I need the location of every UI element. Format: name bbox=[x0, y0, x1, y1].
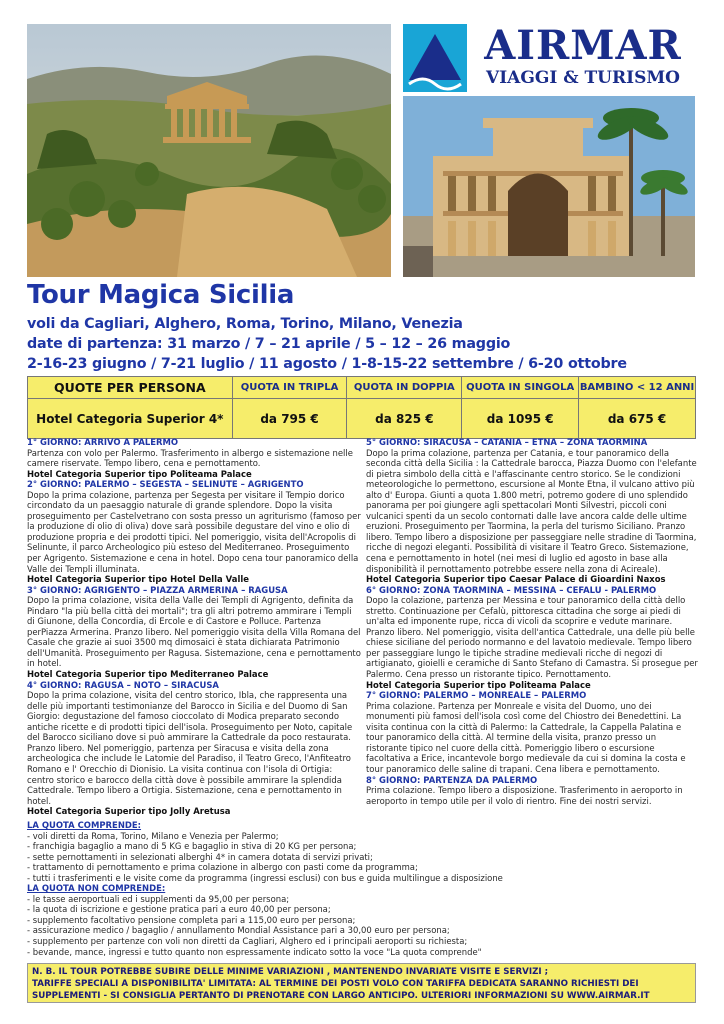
excludes-item: - le tasse aeroportuali ed i supplementi da 95,00 per persona; bbox=[27, 893, 290, 904]
day-description: Prima colazione. Tempo libero a disposizione. Trasferimento in aeroporto in aeroporto in tempo utile per il volo di rientro. Fine dei nostri servizi. bbox=[366, 785, 683, 806]
day-heading: 5° GIORNO: SIRACUSA – CATANIA – ETNA – ZONA TAORMINA bbox=[366, 437, 648, 447]
quote-header-cell: QUOTA IN TRIPLA bbox=[232, 377, 347, 399]
quote-header-cell: QUOTA IN SINGOLA bbox=[462, 377, 579, 399]
excludes-heading: LA QUOTA NON COMPRENDE: bbox=[27, 883, 166, 894]
itinerary-right-column bbox=[366, 437, 698, 806]
day-description: Partenza con volo per Palermo. Trasferimento in albergo e sistemazione nelle camere riservate. Tempo libero, cena e pernottamento. bbox=[27, 447, 353, 469]
logo-subtitle: VIAGGI & TURISMO bbox=[486, 68, 680, 88]
hotel-note: Hotel Categoria Superior tipo Politeama Palace bbox=[366, 679, 591, 690]
day-description: Dopo la prima colazione, partenza per Segesta per visitare il Tempio dorico circondato da un paesaggio naturale di grande splendore. Dopo la visita proseguimento per Castelvetrano con sosta presso un agriturismo (famoso per la produzione di olio di oliva) dove sarà possibile degustare del vino e olio di produzione propria e dei prodotti tipici. Nel pomeriggio, visita dell'Acropolis di Selinunte, il parco Archeologico più esteso del Mediterraneo. Proseguimento per Agrigento. Sistemazione e cena in hotel. Dopo cena tour panoramico della Valle dei Templi illuminata. bbox=[27, 489, 361, 574]
hotel-note: Hotel Categoria Superior tipo Jolly Aretusa bbox=[27, 806, 231, 817]
photo-valley-of-temples bbox=[27, 24, 391, 277]
quote-table bbox=[27, 376, 696, 439]
day-description: Dopo la colazione, partenza per Messina e tour panoramico della città dello stretto. Continuazione per Cefalù, pittoresca cittadina che sorge ai piedi di un'alta ed imponente rupe, ricca di vicoli da scoprire e vedute marinare. Pranzo libero. Nel pomeriggio, visita dell'antica Cattedrale, una delle più belle chiese siciliane del periodo normanno e del lavatoio medievale. Tempo libero per passeggiare lungo le tipiche stradine medievali ricche di negozi di artigianato, gioielli e ceramiche di Santo Stefano di Camastra. Si prosegue per Palermo. Cena presso un ristorante tipico. Pernottamento. bbox=[366, 595, 698, 680]
day-heading: 3° GIORNO: AGRIGENTO – PIAZZA ARMERINA – RAGUSA bbox=[27, 584, 288, 595]
hotel-note: Hotel Categoria Superior tipo Mediterraneo Palace bbox=[27, 669, 269, 680]
nb-line: SUPPLEMENTI - SI CONSIGLIA PERTANTO DI PRENOTARE CON LARGO ANTICIPO. ULTERIORI INFORMAZIONI SU WWW.AIRMAR.IT bbox=[32, 991, 650, 1002]
quote-header-cell: QUOTA IN DOPPIA bbox=[347, 377, 462, 399]
day-heading: 7° GIORNO: PALERMO – MONREALE – PALERMO bbox=[366, 690, 587, 701]
hotel-note: Hotel Categoria Superior tipo Politeama Palace bbox=[27, 468, 252, 479]
headline-dates-2: 2-16-23 giugno / 7-21 luglio / 11 agosto / 1-8-15-22 settembre / 6-20 ottobre bbox=[27, 356, 627, 372]
excludes-item: - supplemento facoltativo pensione completa pari a 115,00 euro per persona; bbox=[27, 914, 356, 925]
day-description: Dopo la prima colazione, visita del centro storico, Ibla, che rappresenta una delle più importanti testimonianze del Barocco in Sicilia e del Duomo di San Giorgio: degustazione del famoso cioccolato di Modica preparato secondo antiche ricette e di prodotti tipici dell'isola. Proseguimento per Noto, capitale del Barocco siciliano dove si può ammirare la Cattedrale da poco restaurata. Pranzo libero. Nel pomeriggio, partenza per Siracusa e visita della zona archeologica che include le Latomie del Paradiso, il Teatro Greco, l'Anfiteatro Romano e l' Orecchio di Dionisio. La visita continua con l'isola di Ortigia: centro storico e barocco della città dove è possibile ammirare la splendida Cattedrale. Tempo libero a Ortigia. Sistemazione, cena e pernottamento in hotel. bbox=[27, 690, 353, 806]
quote-cell: Hotel Categoria Superior 4* bbox=[28, 399, 233, 439]
excludes-item: - la quota di iscrizione e gestione pratica pari a euro 40,00 per persona; bbox=[27, 904, 331, 915]
includes-item: - tutti i trasferimenti e le visite come da programma (ingressi esclusi) con bus e guida multilingue a disposizione bbox=[27, 872, 503, 883]
quote-table-row bbox=[28, 399, 696, 439]
quote-table-header bbox=[28, 377, 696, 399]
itinerary-left-column bbox=[27, 437, 361, 817]
nb-line: TARIFFE SPECIALI A DISPONIBILITA' LIMITATA: AL TERMINE DEI POSTI VOLO CON TARIFFA DEDICATA SARANNO RICHIESTI DEI bbox=[32, 979, 639, 990]
excludes-item: - bevande, mance, ingressi e tutto quanto non espressamente indicato sotto la voce "La quota comprende" bbox=[27, 946, 482, 957]
includes-item: - trattamento di pernottamento e prima colazione in albergo con pasti come da programma; bbox=[27, 862, 418, 873]
headline-flights: voli da Cagliari, Alghero, Roma, Torino, Milano, Venezia bbox=[27, 316, 463, 332]
airmar-logo-mark bbox=[403, 24, 467, 92]
day-heading: 1° GIORNO: ARRIVO A PALERMO bbox=[27, 437, 179, 447]
quote-header-cell: QUOTE PER PERSONA bbox=[28, 377, 233, 399]
quote-cell: da 1095 € bbox=[462, 399, 579, 439]
nb-line: N. B. IL TOUR POTREBBE SUBIRE DELLE MINIME VARIAZIONI , MANTENENDO INVARIATE VISITE E SERVIZI ; bbox=[32, 967, 549, 977]
hotel-note: Hotel Categoria Superior tipo Hotel Della Valle bbox=[27, 574, 249, 585]
quote-cell: da 825 € bbox=[347, 399, 462, 439]
quote-header-cell: BAMBINO < 12 ANNI bbox=[579, 377, 696, 399]
day-heading: 6° GIORNO: ZONA TAORMINA – MESSINA – CEFALU - PALERMO bbox=[366, 584, 657, 595]
day-heading: 4° GIORNO: RAGUSA – NOTO – SIRACUSA bbox=[27, 679, 219, 690]
quote-cell: da 675 € bbox=[579, 399, 696, 439]
airmar-logo bbox=[403, 24, 695, 92]
includes-heading: LA QUOTA COMPRENDE: bbox=[27, 820, 142, 830]
page-title: Tour Magica Sicilia bbox=[27, 280, 295, 310]
day-description: Dopo la prima colazione, visita della Valle dei Templi di Agrigento, definita da Pindaro "la più bella città dei mortali"; tra gli altri potremo ammirare i Templi di Giunone, della Concordia, di Ercole e di Castore e Polluce. Partenza perPiazza Armerina. Pranzo libero. Nel pomeriggio visita della Villa Romana del Casale che grazie ai suoi 3500 mq dimosaici è stata dichiarata Patrimonio dell'Umanità. Proseguimento per Ragusa. Sistemazione, cena e pernottamento in hotel. bbox=[27, 595, 361, 669]
logo-brand: AIRMAR bbox=[484, 22, 682, 69]
includes-item: - sette pernottamenti in selezionati alberghi 4* in camera dotata di servizi privati; bbox=[27, 851, 373, 862]
excludes-item: - assicurazione medico / bagaglio / annullamento Mondial Assistance pari a 30,00 euro per persona; bbox=[27, 925, 450, 936]
photo-teatro-politeama bbox=[403, 96, 695, 277]
quote-cell: da 795 € bbox=[232, 399, 347, 439]
day-heading: 2° GIORNO: PALERMO – SEGESTA – SELINUTE – AGRIGENTO bbox=[27, 479, 304, 490]
nb-notice bbox=[27, 963, 696, 1003]
includes-item: - voli diretti da Roma, Torino, Milano e Venezia per Palermo; bbox=[27, 830, 279, 841]
headline-dates-1: date di partenza: 31 marzo / 7 – 21 aprile / 5 – 12 – 26 maggio bbox=[27, 336, 511, 352]
day-description: Dopo la prima colazione, partenza per Catania, e tour panoramico della seconda città della Sicilia : la Cattedrale barocca, Piazza Duomo con l'elefante di pietra simbolo della città e l'affascinante centro storico. Se le condizioni meteorologiche lo permettono, escursione al Monte Etna, il vulcano attivo più alto d' Europa. Giunti a quota 1.800 metri, potremo godere di uno splendido panorama per poi giungere agli spettacolari Monti Silvestri, piccoli coni vulcanici spenti da un secolo contornati dalle lave ancora calde delle ultime eruzioni. Proseguimento per Taormina, la perla del turismo Siciliano. Pranzo libero. Tempo libero a disposizione per passeggiare nelle stradine di Taormina, ricche di negozi eleganti. Possibilità di visitare il Teatro Greco. Sistemazione, cena e pernottamento in hotel (nei mesi di luglio ed agosto in base alla disponibilità il pernottamento potrebbe essere nella zona di Acireale). bbox=[366, 447, 697, 574]
includes-item: - franchigia bagaglio a mano di 5 KG e bagaglio in stiva di 20 KG per persona; bbox=[27, 841, 357, 852]
terms-section bbox=[27, 820, 707, 957]
day-description: Prima colazione. Partenza per Monreale e visita del Duomo, uno dei monumenti più famosi dell'isola così come del Chiostro dei Benedettini. La visita continua con la città di Palermo: la Cattedrale, la Cappella Palatina e tour panoramico della città. Al termine della visita, pranzo presso un ristorante tipico nel cuore della città. Pomeriggio libero o escursione facoltativa a Erice, incantevole borgo medievale da cui si domina la costa e tour panoramico delle saline di trapani. Cena libera e pernottamento. bbox=[366, 700, 686, 774]
day-heading: 8° GIORNO: PARTENZA DA PALERMO bbox=[366, 774, 538, 785]
hotel-note: Hotel Categoria Superior tipo Caesar Palace di Gioardini Naxos bbox=[366, 574, 666, 585]
excludes-item: - supplemento per partenze con voli non diretti da Cagliari, Alghero ed i principali aeroporti su richiesta; bbox=[27, 936, 468, 947]
